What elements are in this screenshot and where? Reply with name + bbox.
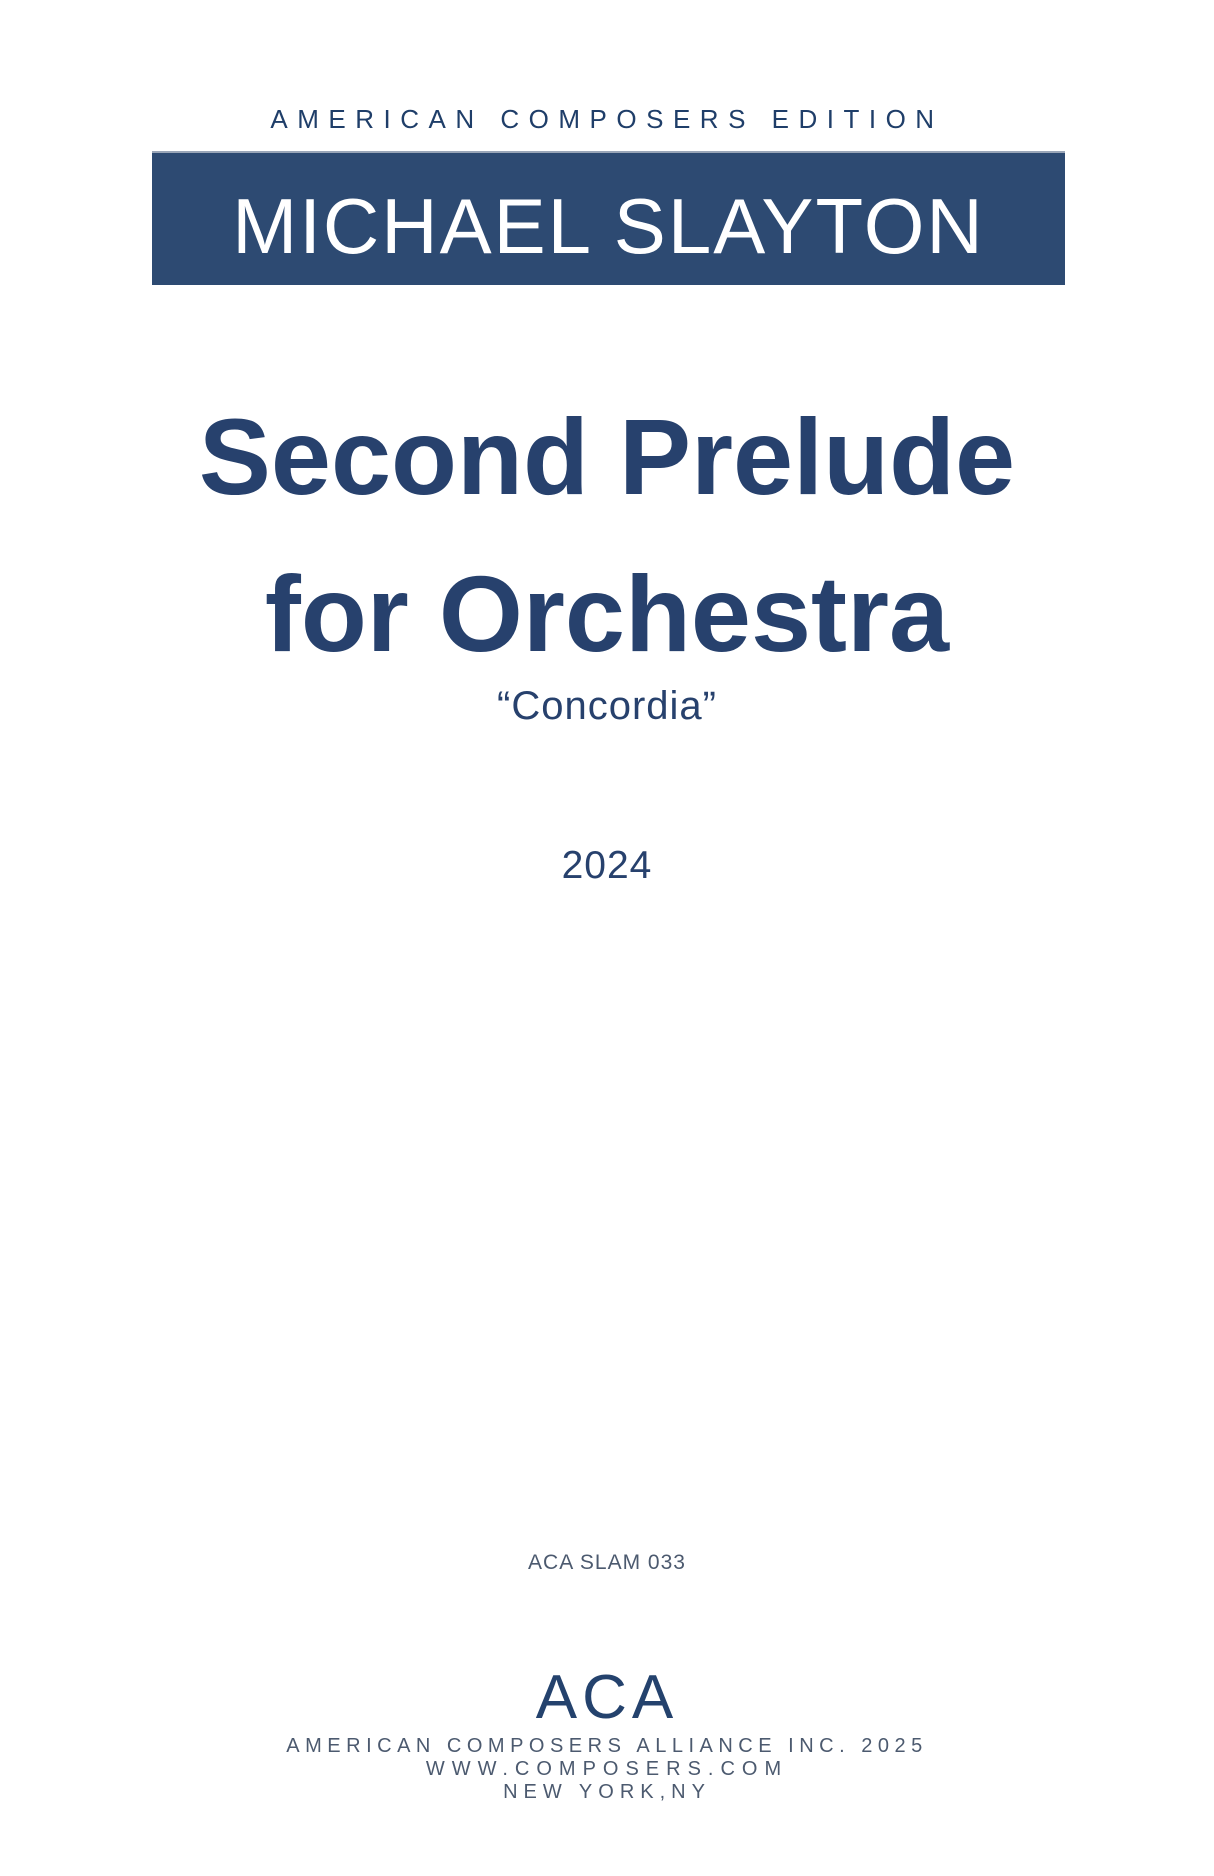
publisher-website: WWW.COMPOSERS.COM xyxy=(425,1758,789,1780)
publisher-logo: ACA xyxy=(535,1663,679,1732)
composer-name: MICHAEL SLAYTON xyxy=(232,182,985,270)
composition-year: 2024 xyxy=(561,844,653,887)
publisher-name-year: AMERICAN COMPOSERS ALLIANCE INC. 2025 xyxy=(286,1735,928,1757)
work-title-line-1: Second Prelude xyxy=(198,396,1016,517)
work-subtitle: “Concordia” xyxy=(497,684,717,728)
catalog-number: ACA SLAM 033 xyxy=(528,1551,686,1574)
edition-label: AMERICAN COMPOSERS EDITION xyxy=(270,104,944,134)
work-title xyxy=(0,378,1214,692)
publisher-location: NEW YORK,NY xyxy=(503,1781,711,1803)
composer-banner xyxy=(152,151,1065,285)
work-title-line-2: for Orchestra xyxy=(264,553,950,674)
